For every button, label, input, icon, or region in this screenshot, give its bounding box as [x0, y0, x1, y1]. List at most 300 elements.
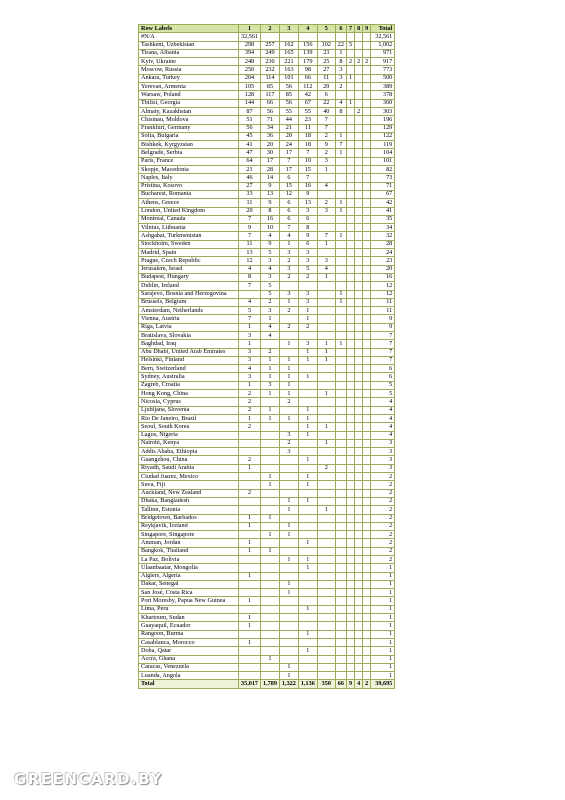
value-cell: 66: [298, 74, 317, 82]
value-cell: [261, 439, 280, 447]
value-cell: 12: [279, 190, 298, 198]
value-cell: 1: [298, 647, 317, 655]
value-cell: 1: [371, 597, 395, 605]
value-cell: 971: [371, 49, 395, 57]
value-cell: [355, 663, 363, 671]
value-cell: [335, 663, 346, 671]
value-cell: [317, 539, 335, 547]
value-cell: 3: [317, 157, 335, 165]
row-label-cell: Madrid, Spain: [139, 249, 239, 257]
table-row: [139, 190, 395, 198]
row-label-cell: Ankara, Turkey: [139, 74, 239, 82]
value-cell: [355, 215, 363, 223]
value-cell: [363, 672, 371, 680]
value-cell: 1: [335, 298, 346, 306]
value-cell: 3: [335, 66, 346, 74]
value-cell: 3: [279, 290, 298, 298]
value-cell: 1: [279, 672, 298, 680]
value-cell: [346, 547, 354, 555]
value-cell: 2: [371, 556, 395, 564]
value-cell: 2: [239, 423, 261, 431]
value-cell: [346, 663, 354, 671]
value-cell: [335, 116, 346, 124]
value-cell: 2: [335, 83, 346, 91]
value-cell: [346, 265, 354, 273]
value-cell: 1: [298, 348, 317, 356]
row-label-cell: Belgrade, Serbia: [139, 149, 239, 157]
value-cell: [363, 597, 371, 605]
value-cell: 13: [298, 199, 317, 207]
value-cell: [363, 390, 371, 398]
value-cell: [261, 605, 280, 613]
value-cell: 1: [261, 414, 280, 422]
value-cell: [335, 672, 346, 680]
row-label-cell: Prague, Czech Republic: [139, 257, 239, 265]
value-cell: 1: [335, 232, 346, 240]
value-cell: 378: [371, 91, 395, 99]
row-label-cell: Caracas, Venezuela: [139, 663, 239, 671]
row-label-cell: Budapest, Hungary: [139, 273, 239, 281]
header-row: [139, 25, 395, 33]
table-row: [139, 356, 395, 364]
value-cell: [239, 647, 261, 655]
value-cell: [363, 556, 371, 564]
value-cell: [279, 282, 298, 290]
row-label-cell: Casablanca, Morocco: [139, 638, 239, 646]
value-cell: [335, 423, 346, 431]
value-cell: 7: [371, 356, 395, 364]
value-cell: 3: [261, 307, 280, 315]
value-cell: 8: [298, 224, 317, 232]
value-cell: 1: [371, 605, 395, 613]
value-cell: [335, 190, 346, 198]
value-cell: 104: [371, 149, 395, 157]
value-cell: [335, 539, 346, 547]
value-cell: [317, 655, 335, 663]
value-cell: [363, 99, 371, 107]
value-cell: [335, 331, 346, 339]
value-cell: 1: [261, 373, 280, 381]
value-cell: [279, 464, 298, 472]
table-row: [139, 605, 395, 613]
value-cell: 12: [239, 257, 261, 265]
table-row: [139, 58, 395, 66]
value-cell: [335, 273, 346, 281]
value-cell: [317, 215, 335, 223]
value-cell: 1: [298, 373, 317, 381]
value-cell: 13: [239, 249, 261, 257]
value-cell: 11: [239, 240, 261, 248]
value-cell: [363, 240, 371, 248]
value-cell: 3: [371, 448, 395, 456]
row-label-cell: London, United Kingdom: [139, 207, 239, 215]
row-label-cell: Accra, Ghana: [139, 655, 239, 663]
table-row: [139, 232, 395, 240]
row-label-cell: Vienna, Austria: [139, 315, 239, 323]
value-cell: [355, 323, 363, 331]
value-cell: [317, 514, 335, 522]
value-cell: 4: [261, 331, 280, 339]
value-cell: 1: [298, 414, 317, 422]
value-cell: [355, 614, 363, 622]
value-cell: [346, 439, 354, 447]
row-label-cell: Bishkek, Kyrgyzstan: [139, 141, 239, 149]
value-cell: 33: [239, 190, 261, 198]
value-cell: [363, 589, 371, 597]
value-cell: 4: [239, 298, 261, 306]
value-cell: [355, 414, 363, 422]
table-row: [139, 166, 395, 174]
value-cell: 5: [261, 249, 280, 257]
value-cell: 144: [239, 99, 261, 107]
value-cell: 5: [239, 307, 261, 315]
value-cell: [279, 638, 298, 646]
value-cell: [346, 149, 354, 157]
value-cell: [298, 506, 317, 514]
value-cell: [363, 74, 371, 82]
value-cell: [298, 514, 317, 522]
value-cell: [335, 473, 346, 481]
value-cell: [355, 83, 363, 91]
value-cell: [363, 215, 371, 223]
value-cell: [335, 257, 346, 265]
value-cell: [363, 132, 371, 140]
row-label-cell: Dakar, Senegal: [139, 580, 239, 588]
value-cell: 1: [239, 539, 261, 547]
table-row: [139, 373, 395, 381]
value-cell: 1: [317, 273, 335, 281]
value-cell: 2: [371, 506, 395, 514]
value-cell: [363, 365, 371, 373]
table-row: [139, 249, 395, 257]
row-label-cell: Sydney, Australia: [139, 373, 239, 381]
value-cell: [346, 497, 354, 505]
value-cell: [298, 614, 317, 622]
row-label-cell: Auckland, New Zealand: [139, 489, 239, 497]
value-cell: [317, 190, 335, 198]
table-row: [139, 414, 395, 422]
value-cell: [335, 448, 346, 456]
value-cell: [261, 497, 280, 505]
value-cell: 98: [298, 66, 317, 74]
value-cell: 7: [279, 157, 298, 165]
value-cell: [363, 298, 371, 306]
value-cell: 34: [371, 224, 395, 232]
value-cell: [335, 506, 346, 514]
table-row: [139, 398, 395, 406]
table-row: [139, 597, 395, 605]
value-cell: [355, 331, 363, 339]
value-cell: 1: [279, 365, 298, 373]
value-cell: [335, 630, 346, 638]
value-cell: [335, 224, 346, 232]
value-cell: [346, 489, 354, 497]
value-cell: 3: [279, 448, 298, 456]
value-cell: [363, 481, 371, 489]
value-cell: 2: [371, 514, 395, 522]
value-cell: [298, 531, 317, 539]
value-cell: 394: [239, 49, 261, 57]
value-cell: 2: [346, 58, 354, 66]
value-cell: [355, 116, 363, 124]
row-label-cell: La Paz, Bolivia: [139, 556, 239, 564]
value-cell: [317, 547, 335, 555]
value-cell: 1: [317, 240, 335, 248]
value-cell: 139: [298, 49, 317, 57]
value-cell: 3: [317, 257, 335, 265]
value-cell: [261, 33, 280, 41]
row-label-cell: Warsaw, Poland: [139, 91, 239, 99]
value-cell: [346, 614, 354, 622]
value-cell: 5: [298, 265, 317, 273]
value-cell: 2: [355, 58, 363, 66]
value-cell: 7: [317, 116, 335, 124]
table-row: [139, 614, 395, 622]
value-cell: 9: [298, 232, 317, 240]
value-cell: [335, 489, 346, 497]
row-label-cell: Algiers, Algeria: [139, 572, 239, 580]
value-cell: 119: [371, 141, 395, 149]
value-cell: [363, 406, 371, 414]
value-cell: [298, 489, 317, 497]
value-cell: [298, 365, 317, 373]
value-cell: 41: [239, 141, 261, 149]
value-cell: 22: [335, 41, 346, 49]
value-cell: 250: [239, 66, 261, 74]
value-cell: [335, 157, 346, 165]
value-cell: [355, 273, 363, 281]
value-cell: [335, 174, 346, 182]
value-cell: [346, 572, 354, 580]
value-cell: 11: [317, 74, 335, 82]
value-cell: [298, 522, 317, 530]
value-cell: [363, 398, 371, 406]
value-cell: 1: [239, 464, 261, 472]
value-cell: [261, 580, 280, 588]
value-cell: [346, 199, 354, 207]
value-cell: 2: [371, 481, 395, 489]
value-cell: [355, 182, 363, 190]
value-cell: [355, 448, 363, 456]
value-cell: [335, 655, 346, 663]
value-cell: [261, 464, 280, 472]
value-cell: 179: [298, 58, 317, 66]
value-cell: [363, 572, 371, 580]
value-cell: 2: [239, 489, 261, 497]
row-label-cell: Zagreb, Croatia: [139, 381, 239, 389]
row-label-cell: Lagos, Nigeria: [139, 431, 239, 439]
value-cell: 24: [371, 249, 395, 257]
value-cell: [363, 439, 371, 447]
row-label-cell: Stockholm, Sweden: [139, 240, 239, 248]
value-cell: 5: [371, 390, 395, 398]
value-cell: 248: [239, 58, 261, 66]
value-cell: [317, 365, 335, 373]
value-cell: [317, 381, 335, 389]
value-cell: 5: [261, 282, 280, 290]
value-cell: 165: [279, 49, 298, 57]
value-cell: [363, 149, 371, 157]
value-cell: [346, 124, 354, 132]
table-row: [139, 564, 395, 572]
value-cell: [335, 522, 346, 530]
value-cell: 1: [298, 473, 317, 481]
value-cell: 773: [371, 66, 395, 74]
value-cell: [363, 282, 371, 290]
value-cell: [363, 199, 371, 207]
value-cell: [363, 564, 371, 572]
value-cell: 9: [261, 199, 280, 207]
value-cell: [279, 605, 298, 613]
value-cell: 3: [279, 431, 298, 439]
value-cell: [317, 315, 335, 323]
value-cell: [239, 589, 261, 597]
total-value-cell: 9: [346, 680, 354, 688]
value-cell: [317, 406, 335, 414]
value-cell: 55: [279, 107, 298, 115]
value-cell: [298, 547, 317, 555]
value-cell: 5: [346, 41, 354, 49]
column-header: 6: [335, 25, 346, 33]
value-cell: [239, 431, 261, 439]
row-label-cell: Jerusalem, Israel: [139, 265, 239, 273]
value-cell: 36: [261, 132, 280, 140]
value-cell: 2: [371, 539, 395, 547]
value-cell: [363, 273, 371, 281]
value-cell: 45: [239, 132, 261, 140]
value-cell: [261, 647, 280, 655]
value-cell: 8: [261, 207, 280, 215]
value-cell: [363, 331, 371, 339]
value-cell: 500: [371, 74, 395, 82]
row-label-cell: Frankfurt, Germany: [139, 124, 239, 132]
value-cell: [239, 506, 261, 514]
value-cell: 32: [371, 232, 395, 240]
total-value-cell: 350: [317, 680, 335, 688]
value-cell: 1: [239, 622, 261, 630]
value-cell: 1: [239, 547, 261, 555]
value-cell: 9: [261, 182, 280, 190]
value-cell: 28: [371, 240, 395, 248]
value-cell: [335, 282, 346, 290]
value-cell: 10: [298, 157, 317, 165]
table-row: [139, 107, 395, 115]
value-cell: 1: [261, 473, 280, 481]
value-cell: [239, 531, 261, 539]
value-cell: [363, 249, 371, 257]
value-cell: 7: [239, 232, 261, 240]
value-cell: 1: [239, 638, 261, 646]
value-cell: [363, 655, 371, 663]
row-label-cell: Addis Ababa, Ethiopia: [139, 448, 239, 456]
row-label-cell: Tashkent, Uzbekistan: [139, 41, 239, 49]
row-label-cell: Guayaquil, Ecuador: [139, 622, 239, 630]
row-label-cell: Tallinn, Estonia: [139, 506, 239, 514]
value-cell: 15: [279, 182, 298, 190]
value-cell: [298, 390, 317, 398]
value-cell: [363, 381, 371, 389]
table-row: [139, 431, 395, 439]
value-cell: [279, 514, 298, 522]
value-cell: 1: [279, 556, 298, 564]
value-cell: [335, 647, 346, 655]
value-cell: 9: [371, 315, 395, 323]
value-cell: [363, 497, 371, 505]
column-header: 9: [363, 25, 371, 33]
value-cell: [355, 655, 363, 663]
value-cell: 2: [371, 531, 395, 539]
value-cell: 11: [239, 199, 261, 207]
value-cell: [335, 356, 346, 364]
value-cell: [317, 630, 335, 638]
value-cell: [363, 531, 371, 539]
value-cell: 1: [298, 481, 317, 489]
value-cell: 1: [298, 423, 317, 431]
value-cell: [346, 33, 354, 41]
value-cell: 2: [371, 489, 395, 497]
value-cell: 1: [279, 373, 298, 381]
row-label-cell: Guangzhou, China: [139, 456, 239, 464]
value-cell: 2: [279, 307, 298, 315]
table-row: [139, 149, 395, 157]
table-row: [139, 99, 395, 107]
row-label-cell: Rio De Janeiro, Brazil: [139, 414, 239, 422]
value-cell: [355, 149, 363, 157]
value-cell: [363, 539, 371, 547]
value-cell: 42: [371, 199, 395, 207]
value-cell: [317, 481, 335, 489]
value-cell: [346, 66, 354, 74]
value-cell: 67: [298, 99, 317, 107]
value-cell: [355, 481, 363, 489]
value-cell: 8: [335, 107, 346, 115]
value-cell: 21: [239, 166, 261, 174]
value-cell: 20: [371, 265, 395, 273]
value-cell: [363, 49, 371, 57]
value-cell: [279, 614, 298, 622]
value-cell: 1: [317, 506, 335, 514]
value-cell: [355, 315, 363, 323]
value-cell: 23: [371, 257, 395, 265]
value-cell: 4: [371, 423, 395, 431]
value-cell: [317, 33, 335, 41]
value-cell: [363, 323, 371, 331]
value-cell: 101: [279, 74, 298, 82]
value-cell: 4: [317, 182, 335, 190]
value-cell: 1: [261, 531, 280, 539]
table-row: [139, 49, 395, 57]
value-cell: 1: [298, 406, 317, 414]
value-cell: [335, 315, 346, 323]
value-cell: [355, 365, 363, 373]
value-cell: 1: [298, 307, 317, 315]
value-cell: [363, 605, 371, 613]
value-cell: 1: [371, 580, 395, 588]
value-cell: [346, 605, 354, 613]
value-cell: [363, 182, 371, 190]
value-cell: 917: [371, 58, 395, 66]
value-cell: 13: [261, 190, 280, 198]
value-cell: [363, 91, 371, 99]
table-row: [139, 647, 395, 655]
value-cell: 55: [298, 107, 317, 115]
column-header: 1: [239, 25, 261, 33]
value-cell: [317, 290, 335, 298]
value-cell: [317, 531, 335, 539]
value-cell: [355, 41, 363, 49]
value-cell: 9: [371, 323, 395, 331]
table-row: [139, 116, 395, 124]
